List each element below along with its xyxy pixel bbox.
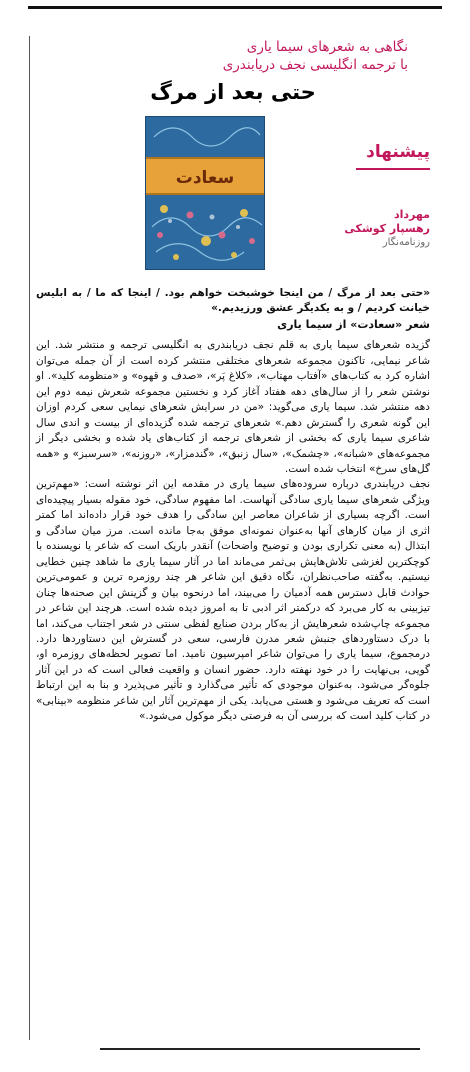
- kicker-line-2: با ترجمه انگلیسی نجف دریابندری: [222, 57, 408, 73]
- promo-label: [280, 142, 430, 170]
- promo-block: [36, 116, 430, 276]
- author-first-name: مهرداد: [394, 208, 430, 221]
- quote-source: شعر «سعادت» از سیما یاری: [277, 317, 430, 331]
- column-rule: [29, 36, 30, 1040]
- bottom-rule: [100, 1048, 420, 1050]
- article-body: [36, 286, 430, 725]
- kicker: [36, 38, 430, 74]
- cover-title: سعادت: [175, 168, 235, 188]
- book-cover-art: [146, 117, 264, 269]
- author-role: روزنامه‌نگار: [382, 237, 430, 248]
- opening-quote: «حتی بعد از مرگ / من اینجا خوشبخت خواهم بود. / اینجا که ما / به ابلیس خیانت کردیم / و به یکدیگر عشق ورزیدیم.»: [36, 287, 430, 315]
- top-rule: [28, 6, 442, 9]
- author-full-name: رهسپار کوشکی: [344, 222, 430, 235]
- article-title: حتی بعد از مرگ: [150, 80, 316, 104]
- paragraph-1: گزیده شعرهای سیما یاری به قلم نجف دریابندری به انگلیسی ترجمه و منتشر شد. این شاعر نیمایی، تاکنون مجموعه شعرهای مختلفی منتشر کرده است از آن جمله می‌توان اشاره کرد به کتاب‌های «آفتاب مهتاب»، «کلاغ پَر»، «صدف و قهوه» و «منظومه کلید». او نوشتن شعر را از سال‌های دهه هفتاد آغاز کرد و نخستین مجموعه شعرش نیمه دوم این دهه منتشر شد. سیما یاری می‌گوید: «من در سرایش شعرهای نیمایی سعی کردم اوزان این گونه شعری را گسترش دهم.» شعرهای ترجمه شده گزیده‌ای از بیست و اندی سال شاعری سیما یاری که بخشی از شعرهای ترجمه از کتاب‌های یاد شده و بخشی دیگر از مجموعه‌های «شبانه»، «چشمک»، «سال زنبق»، «گندمزار»، «روزنه»، «سرسبز» و «همه گل‌های سرخ» انتخاب شده است.: [36, 339, 430, 475]
- article: [36, 38, 430, 1036]
- paragraph-2: نجف دریابندری درباره سروده‌های سیما یاری در مقدمه این اثر نوشته است: «مهم‌ترین ویژگی شعرهای سیما یاری سادگی آنهاست. اما مفهوم سادگی، خود مقوله بسیار پیچیده‌ای است. اگرچه بسیاری از شاعران معاصر این سادگی را هدف خود قرار داده‌اند اما کمتر اثری از میان کارهای آنها به‌عنوان نمونه‌ای موفق به‌جا مانده است. مرز میان سادگی و ابتذال (به معنی تکراری بودن و توضیح واضحات) آنقدر باریک است که شاعر یا نویسنده با کوچکترین لغزشی تلاش‌هایش بی‌ثمر می‌ماند اما در آثار سیما یاری ما شاهد چنین خطایی نیستیم. به‌گفته صاحب‌نظران، نگاه دقیق این شاعر هر چند روزمره ترین و عمومی‌ترین حوادث قابل دسترس همه آدمیان را می‌بیند، اما درنحوه بیان و گزینش این صحنه‌ها چنان تیزبینی به کار می‌برد که درکمتر اثر ادبی تا به امروز دیده شده است. هرچند این شاعر در مجموعه چاپ‌شده شعرهایش از به‌کار بردن صنایع لفظی سنتی در شعر اجتناب می‌کند، اما با درک دستاوردهای جنبش شعر مدرن فارسی، سعی در گسترش این دستاوردها دارد. درمجموع، سیما یاری را می‌توان شاعر امپرسیون نامید. اما تصویر لحظه‌های روزمره او، گویی، بی‌نهایت را در خود نهفته دارد. حضور انسان و واقعیت فعالی است که در این آثار جلوه‌گر می‌شود. به‌عنوان موجودی که تأثیر می‌گذارد و تأثیر می‌پذیرد و بنا به این ارتباط است که تعریف می‌شود و هستی می‌یابد. یکی از مهم‌ترین آثار این شاعر منظومه «بینابی» در کتاب کلید است که بررسی آن به فرصتی دیگر موکول می‌شود.»: [36, 478, 430, 723]
- promo-word: پیشنهاد: [366, 142, 430, 162]
- byline: [280, 208, 430, 250]
- book-cover-image: [145, 116, 265, 270]
- kicker-line-1: نگاهی به شعرهای سیما یاری: [246, 39, 408, 55]
- promo-rule: [356, 168, 430, 170]
